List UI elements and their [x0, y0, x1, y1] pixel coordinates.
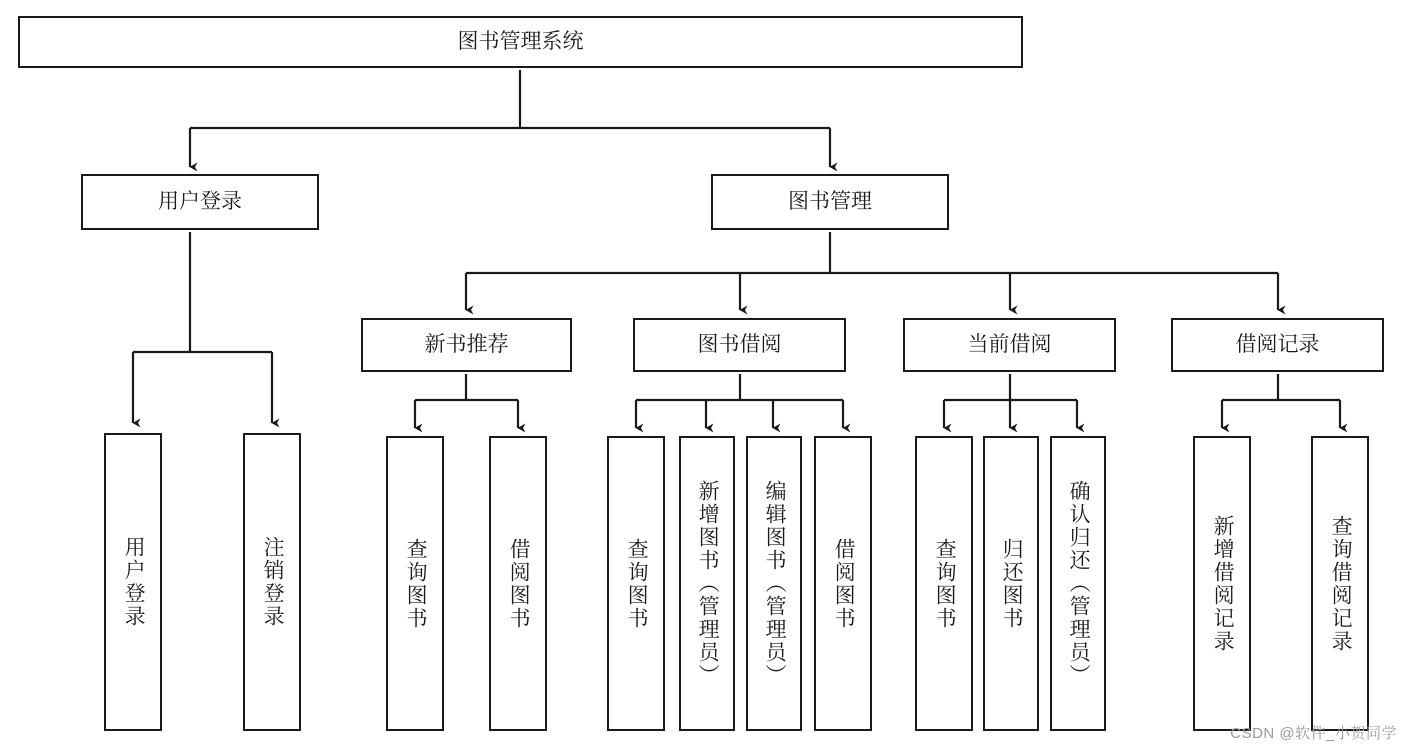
leaf-record-add-label: 新增借阅记录 — [1211, 514, 1235, 653]
leaf-borrow-borrow-book[interactable] — [814, 436, 872, 731]
watermark: CSDN @软件_小贺同学 — [1230, 725, 1397, 742]
leaf-current-return-label: 归还图书 — [1000, 537, 1024, 630]
node-book-borrow-label: 图书借阅 — [697, 332, 782, 356]
leaf-borrow-edit-book-label: 编辑图书（管理员） — [763, 480, 787, 687]
node-new-book-recommend-label: 新书推荐 — [424, 332, 509, 356]
leaf-user-login-login-label: 用户登录 — [122, 536, 146, 628]
leaf-record-query-label: 查询借阅记录 — [1329, 514, 1353, 653]
leaf-record-query[interactable] — [1311, 436, 1369, 731]
leaf-user-login-logout[interactable] — [243, 433, 301, 731]
leaf-borrow-borrow-book-label: 借阅图书 — [832, 537, 856, 630]
leaf-borrow-add-book-label: 新增图书（管理员） — [696, 480, 720, 687]
leaf-record-add[interactable] — [1193, 436, 1251, 731]
leaf-current-query[interactable] — [915, 436, 973, 731]
leaf-borrow-query[interactable] — [607, 436, 665, 731]
leaf-user-login-logout-label: 注销登录 — [261, 536, 285, 628]
leaf-borrow-add-book[interactable] — [679, 436, 735, 731]
leaf-current-query-label: 查询图书 — [933, 537, 957, 630]
node-book-management-label: 图书管理 — [788, 189, 872, 213]
node-user-login-label: 用户登录 — [158, 189, 242, 213]
node-current-borrow[interactable] — [903, 318, 1116, 372]
node-book-management[interactable] — [711, 174, 949, 230]
node-root-label: 图书管理系统 — [457, 29, 584, 53]
node-root[interactable] — [18, 16, 1023, 68]
node-user-login[interactable] — [81, 174, 319, 230]
leaf-current-return[interactable] — [983, 436, 1039, 731]
leaf-new-book-borrow[interactable] — [489, 436, 547, 731]
leaf-current-confirm-return[interactable] — [1050, 436, 1106, 731]
leaf-borrow-query-label: 查询图书 — [625, 537, 649, 630]
node-book-borrow[interactable] — [633, 318, 846, 372]
node-borrow-record-label: 借阅记录 — [1235, 332, 1320, 356]
leaf-user-login-login[interactable] — [104, 433, 162, 731]
leaf-new-book-borrow-label: 借阅图书 — [507, 537, 531, 630]
node-borrow-record[interactable] — [1171, 318, 1384, 372]
leaf-borrow-edit-book[interactable] — [746, 436, 802, 731]
node-new-book-recommend[interactable] — [361, 318, 572, 372]
node-current-borrow-label: 当前借阅 — [967, 332, 1052, 356]
leaf-new-book-query[interactable] — [386, 436, 444, 731]
leaf-new-book-query-label: 查询图书 — [404, 537, 428, 630]
leaf-current-confirm-return-label: 确认归还（管理员） — [1067, 480, 1091, 687]
